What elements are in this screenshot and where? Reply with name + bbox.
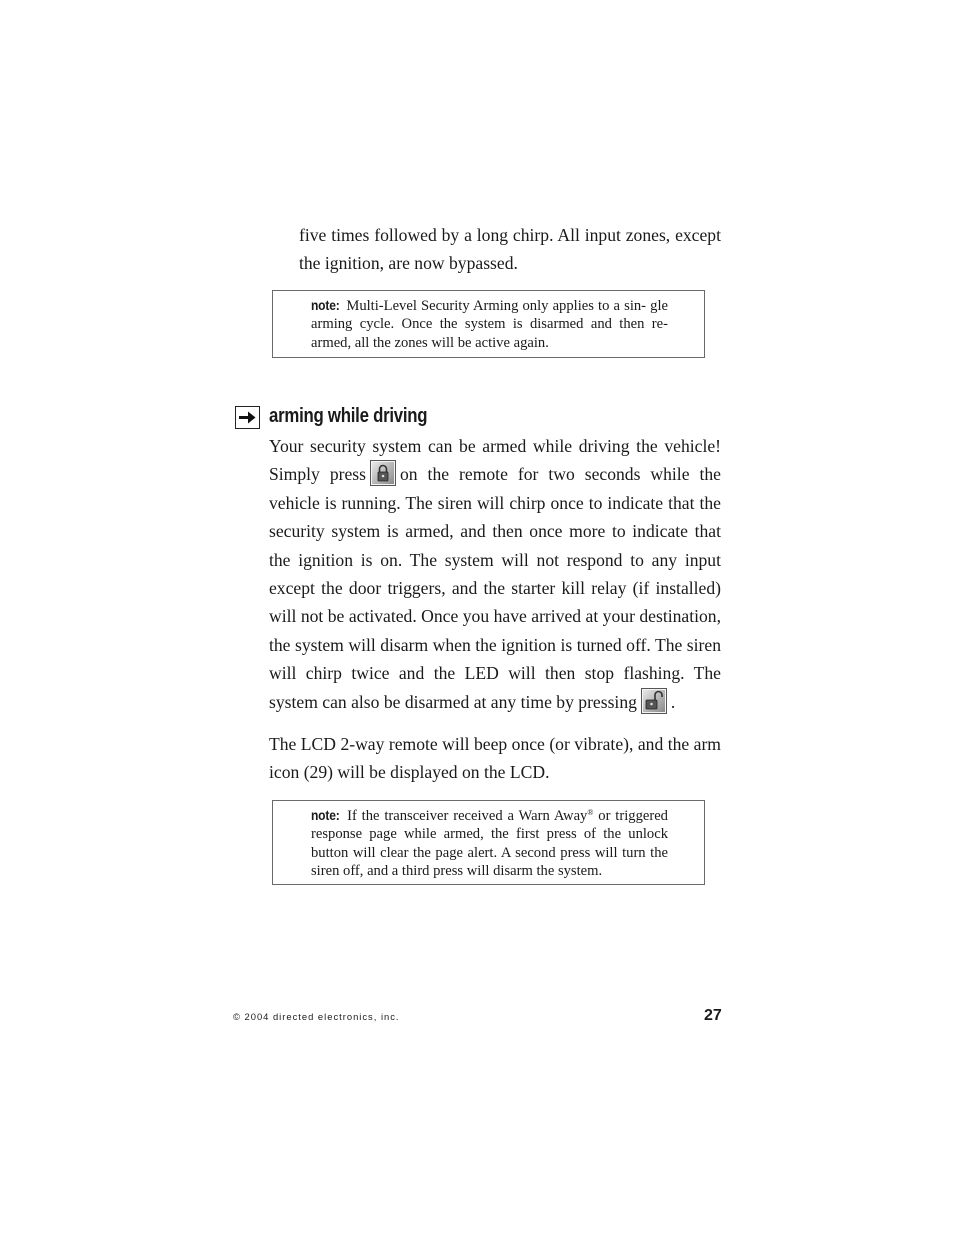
note-text <box>311 806 668 880</box>
note-body: or triggered response page while armed, the first press of the unlock button will clear the page alert. A second press will turn the siren off, and a third press will disarm the system. <box>311 808 668 879</box>
lock-button-icon <box>370 460 396 486</box>
note-body: Multi-Level Security Arming only applies to a sin- gle arming cycle. Once the system is disarmed and then re-armed, all the zones will be active again. <box>311 298 668 351</box>
registered-mark: ® <box>587 808 594 817</box>
intro-paragraph: five times followed by a long chirp. All input zones, except the ignition, are now bypassed. <box>299 225 721 274</box>
note-body: If the transceiver received a Warn Away <box>347 808 588 824</box>
note-label: note: <box>311 297 340 313</box>
right-arrow-icon <box>235 406 260 429</box>
arming-while-driving-paragraph <box>269 432 721 716</box>
note-label: note: <box>311 807 340 823</box>
note-text <box>311 296 668 352</box>
para-text: Your security system can be armed while driving the vehicle! Simply press <box>269 436 721 485</box>
para-text: on the remote for two seconds while the vehicle is running. The siren will chirp once to indicate that the security system is armed, and then once more to indicate that the ignition is on. The system will not respond to any input except the door triggers, and the starter kill relay (if installed) will not be activated. Once you have arrived at your destination, the system will disarm when the ignition is turned off. The siren will chirp twice and the LED will then stop flashing. The system can also be disarmed at any time by pressing <box>269 464 721 712</box>
footer-copyright: © 2004 directed electronics, inc. <box>233 1011 400 1022</box>
unlock-button-icon <box>641 688 667 714</box>
page-number: 27 <box>704 1007 722 1024</box>
para-end: . <box>670 691 676 712</box>
lcd-remote-paragraph: The LCD 2-way remote will beep once (or vibrate), and the arm icon (29) will be displayed on the LCD. <box>269 734 721 783</box>
note-box-warn-away <box>272 800 705 885</box>
note-box-multi-level <box>272 290 705 358</box>
section-heading: arming while driving <box>269 405 428 427</box>
